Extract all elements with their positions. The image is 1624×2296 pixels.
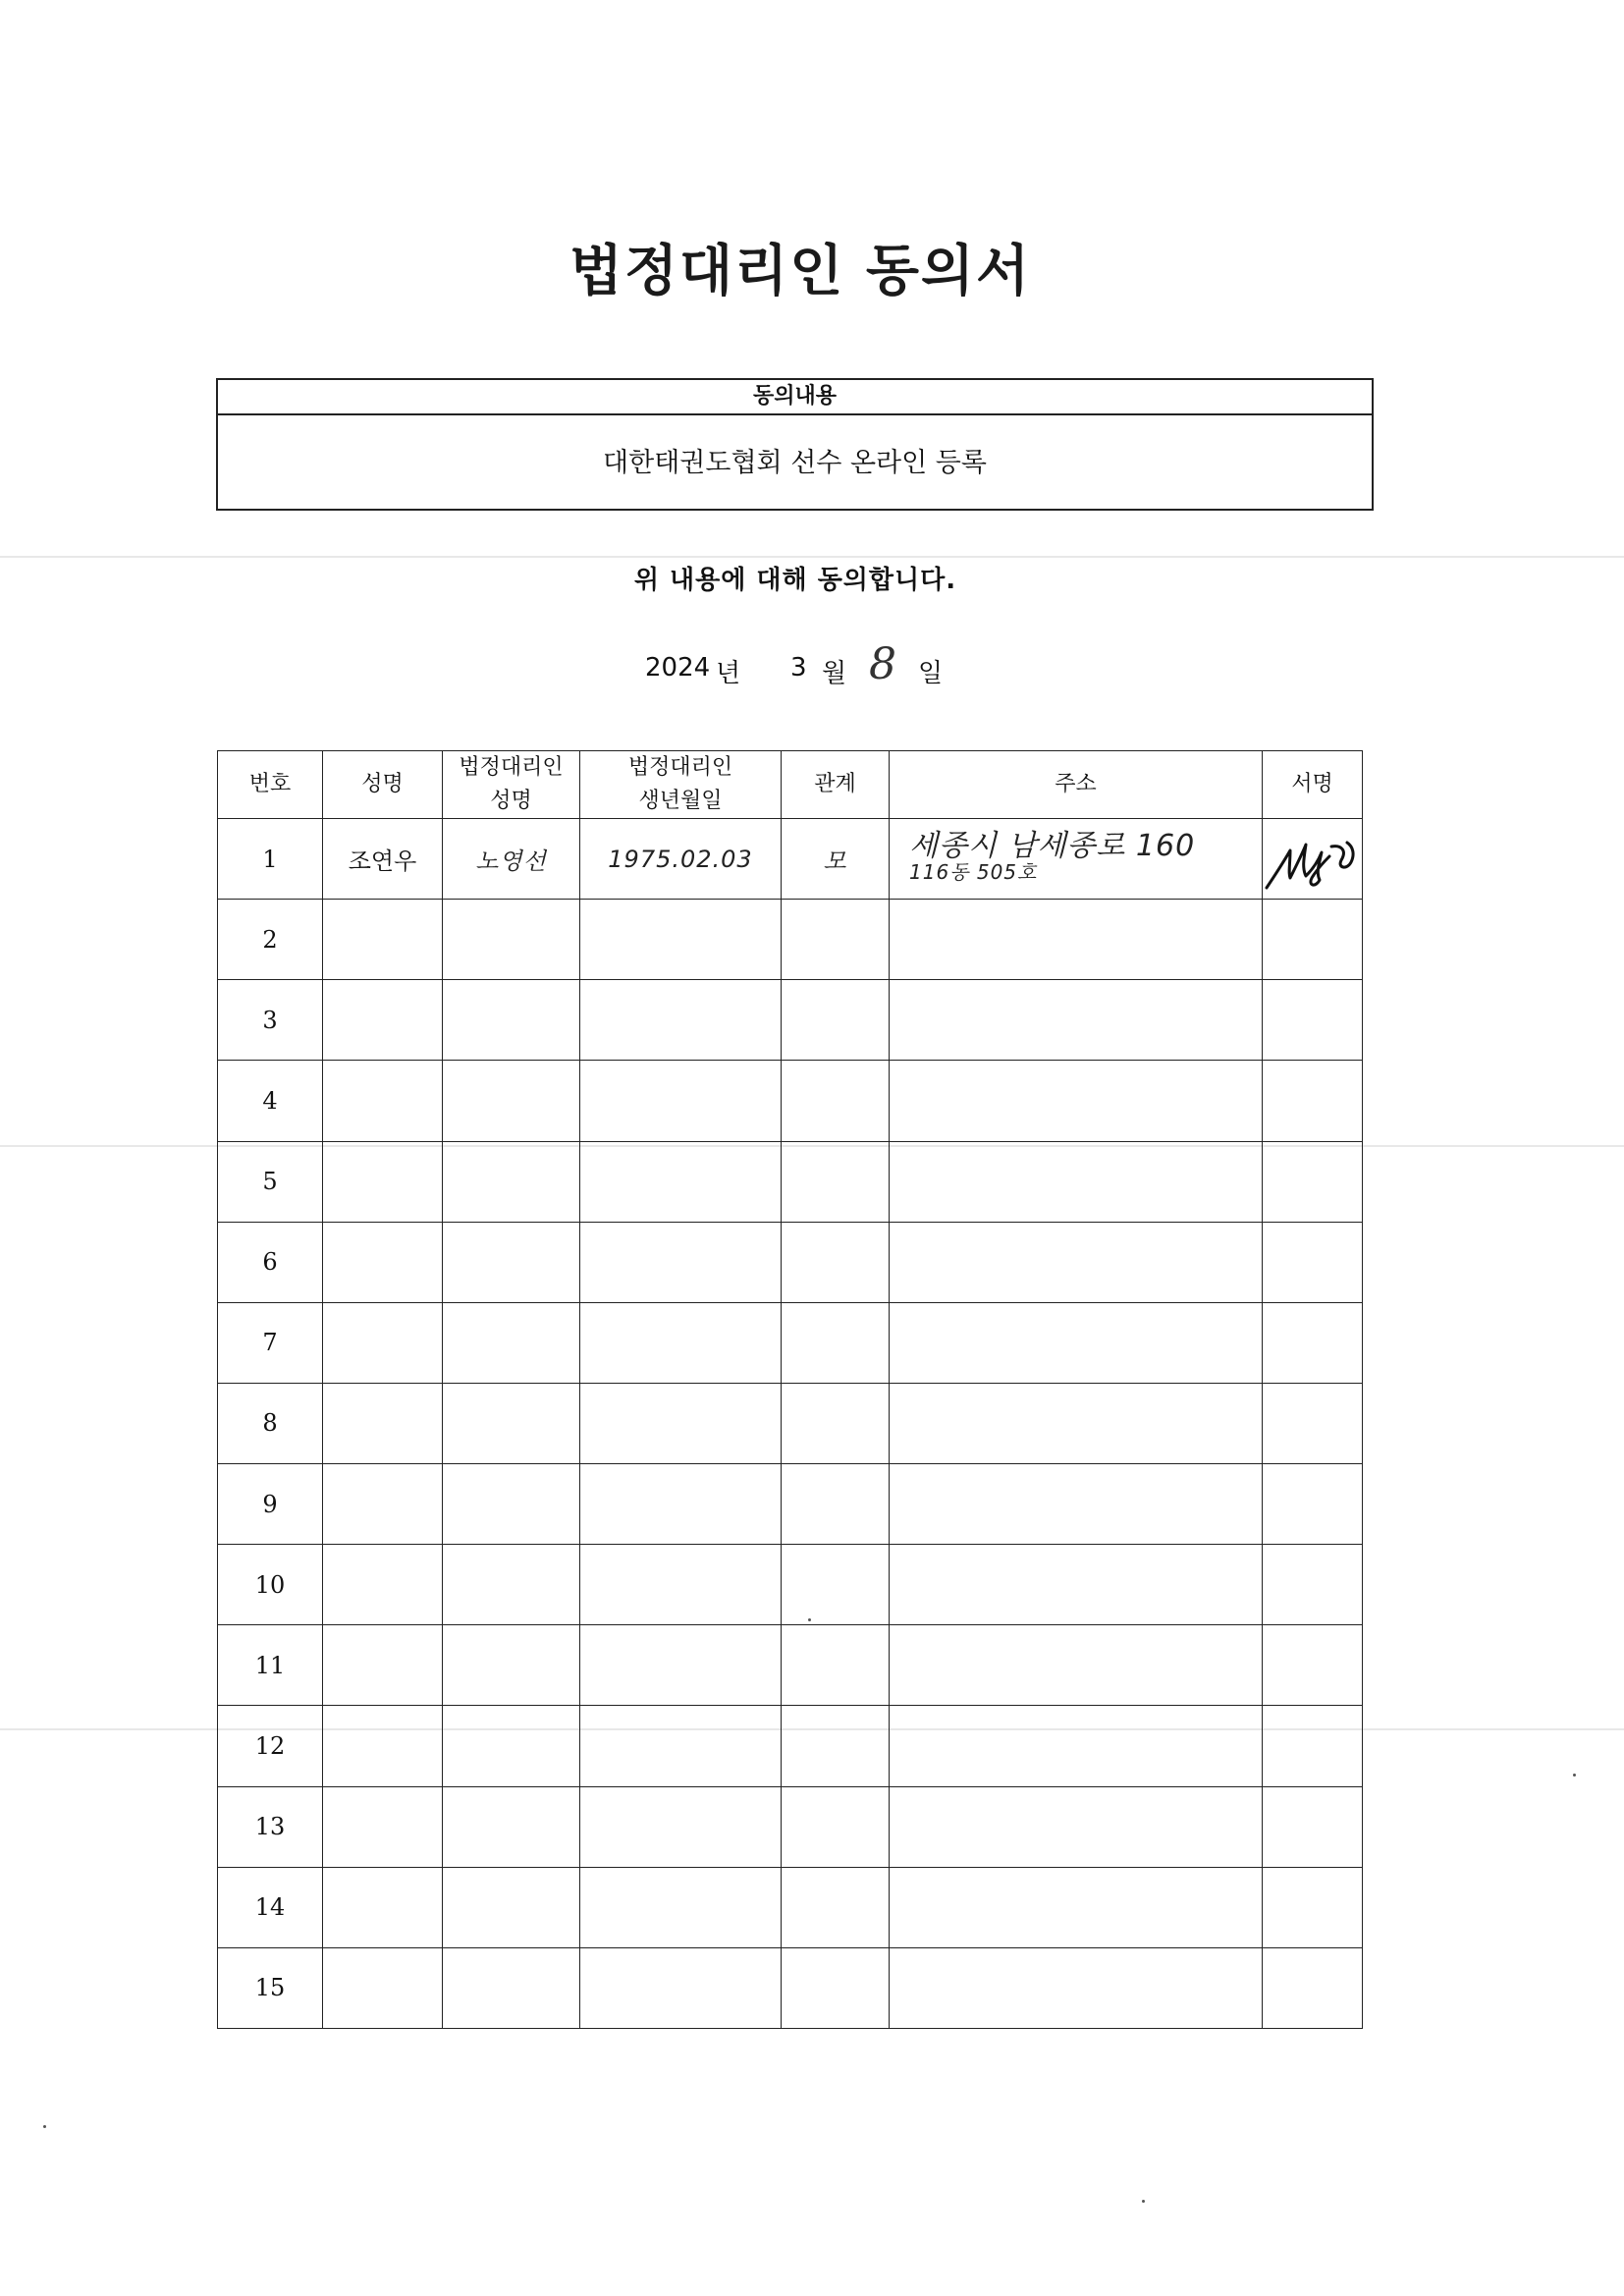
cell-guardian-birth: [580, 1706, 782, 1786]
cell-address: [890, 819, 1263, 900]
cell-guardian-name: [443, 1302, 580, 1383]
table-row: [218, 1222, 1363, 1302]
cell-signature: [1263, 1545, 1363, 1625]
cell-address: [890, 1545, 1263, 1625]
cell-no: 7: [218, 1302, 323, 1383]
header-relation: 관계: [782, 751, 890, 819]
table-row: [218, 1545, 1363, 1625]
header-name: 성명: [323, 751, 443, 819]
cell-signature: [1263, 1383, 1363, 1463]
signature-scribble: [1261, 827, 1359, 892]
cell-guardian-birth: [580, 1302, 782, 1383]
cell-guardian-name: [443, 1545, 580, 1625]
cell-signature: [1263, 1947, 1363, 2028]
date-year: 2024: [645, 653, 711, 683]
cell-signature: [1263, 1302, 1363, 1383]
cell-signature: [1263, 1706, 1363, 1786]
header-guardian-name-line1: 법정대리인: [459, 755, 564, 780]
cell-relation: [782, 1141, 890, 1222]
cell-guardian-name: [443, 1706, 580, 1786]
cell-no: 12: [218, 1706, 323, 1786]
cell-guardian-name: [443, 1222, 580, 1302]
date-day-unit: 일: [918, 659, 944, 688]
table-row: [218, 1706, 1363, 1786]
cell-no: 11: [218, 1625, 323, 1706]
guardian-table: [217, 750, 1363, 2029]
cell-name: [323, 900, 443, 980]
cell-no: 9: [218, 1464, 323, 1545]
cell-guardian-birth: [580, 980, 782, 1061]
cell-address: [890, 1464, 1263, 1545]
cell-guardian-name: [443, 1141, 580, 1222]
cell-no: 1: [218, 819, 323, 900]
date-month: 3: [790, 653, 807, 683]
scan-speck: [1573, 1774, 1576, 1777]
cell-guardian-birth: 1975.02.03: [580, 819, 782, 900]
header-guardian-birth-line1: 법정대리인: [627, 755, 733, 780]
scan-speck: [1142, 2200, 1145, 2203]
cell-guardian-birth: [580, 1061, 782, 1141]
cell-relation: [782, 1947, 890, 2028]
consent-header: 동의내용: [218, 380, 1372, 415]
address-line2: 116동 505호: [909, 859, 1038, 884]
table-row: [218, 900, 1363, 980]
cell-signature: [1263, 1625, 1363, 1706]
header-guardian-birth-line2: 생년월일: [638, 789, 723, 813]
date-day: 8: [869, 639, 896, 689]
cell-guardian-name: [443, 980, 580, 1061]
table-row: [218, 1302, 1363, 1383]
cell-address: [890, 1786, 1263, 1867]
cell-relation: [782, 1383, 890, 1463]
table-row: [218, 1867, 1363, 1947]
address-line1: 세종시 남세종로 160: [909, 828, 1196, 863]
header-guardian-name-line2: 성명: [490, 789, 532, 813]
cell-name: [323, 1383, 443, 1463]
cell-no: 6: [218, 1222, 323, 1302]
cell-guardian-birth: [580, 1867, 782, 1947]
cell-no: 4: [218, 1061, 323, 1141]
cell-relation: [782, 1061, 890, 1141]
consent-content: 대한태권도협회 선수 온라인 등록: [603, 448, 987, 478]
cell-name: [323, 1706, 443, 1786]
cell-relation: [782, 980, 890, 1061]
cell-guardian-birth: [580, 1383, 782, 1463]
cell-no: 2: [218, 900, 323, 980]
cell-name: [323, 1867, 443, 1947]
cell-signature: [1263, 1867, 1363, 1947]
table-body: [218, 819, 1363, 2029]
scan-speck: [43, 2125, 46, 2128]
cell-relation: [782, 1625, 890, 1706]
cell-guardian-birth: [580, 1464, 782, 1545]
cell-guardian-name: [443, 1947, 580, 2028]
cell-relation: [782, 1706, 890, 1786]
cell-no: 8: [218, 1383, 323, 1463]
cell-name: [323, 1545, 443, 1625]
cell-guardian-birth: [580, 1545, 782, 1625]
agree-statement: 위 내용에 대해 동의합니다.: [633, 566, 957, 595]
cell-relation: [782, 1302, 890, 1383]
cell-guardian-birth: [580, 1786, 782, 1867]
fold-line-top: [0, 556, 1624, 558]
cell-no: 3: [218, 980, 323, 1061]
cell-guardian-name: [443, 900, 580, 980]
cell-name: [323, 1222, 443, 1302]
date-year-unit: 년: [716, 659, 741, 688]
table-row: [218, 1625, 1363, 1706]
cell-address: [890, 1141, 1263, 1222]
header-no: 번호: [218, 751, 323, 819]
cell-address: [890, 1947, 1263, 2028]
table-row: [218, 819, 1363, 900]
cell-no: 14: [218, 1867, 323, 1947]
cell-guardian-birth: [580, 1222, 782, 1302]
cell-relation: [782, 1222, 890, 1302]
cell-relation: [782, 900, 890, 980]
cell-signature: [1263, 1464, 1363, 1545]
cell-signature: [1263, 900, 1363, 980]
cell-guardian-name: [443, 1867, 580, 1947]
cell-relation: [782, 1786, 890, 1867]
cell-address: [890, 1302, 1263, 1383]
cell-signature: [1263, 1061, 1363, 1141]
table-row: [218, 1786, 1363, 1867]
cell-signature: [1263, 980, 1363, 1061]
cell-signature: [1263, 1222, 1363, 1302]
header-address: 주소: [890, 751, 1263, 819]
cell-address: [890, 1625, 1263, 1706]
cell-guardian-name: [443, 1061, 580, 1141]
cell-no: 15: [218, 1947, 323, 2028]
cell-relation: [782, 1464, 890, 1545]
cell-name: [323, 1061, 443, 1141]
date-month-unit: 월: [822, 659, 847, 688]
cell-guardian-name: 노영선: [443, 819, 580, 900]
cell-name: [323, 1464, 443, 1545]
document-title: 법정대리인 동의서: [568, 239, 1032, 303]
table-row: [218, 1141, 1363, 1222]
cell-name: 조연우: [323, 819, 443, 900]
cell-relation: [782, 1545, 890, 1625]
cell-address: [890, 900, 1263, 980]
cell-guardian-name: [443, 1786, 580, 1867]
header-signature: 서명: [1263, 751, 1363, 819]
cell-name: [323, 1141, 443, 1222]
cell-no: 13: [218, 1786, 323, 1867]
cell-signature: [1263, 1786, 1363, 1867]
cell-guardian-birth: [580, 1625, 782, 1706]
table-row: [218, 980, 1363, 1061]
cell-address: [890, 1383, 1263, 1463]
table-row: [218, 1061, 1363, 1141]
cell-guardian-name: [443, 1383, 580, 1463]
cell-guardian-name: [443, 1464, 580, 1545]
table-row: [218, 1464, 1363, 1545]
cell-name: [323, 980, 443, 1061]
cell-name: [323, 1947, 443, 2028]
table-row: [218, 1383, 1363, 1463]
cell-guardian-name: [443, 1625, 580, 1706]
header-guardian-birth: [580, 751, 782, 819]
cell-guardian-birth: [580, 1141, 782, 1222]
cell-no: 10: [218, 1545, 323, 1625]
cell-address: [890, 1706, 1263, 1786]
cell-address: [890, 1061, 1263, 1141]
cell-relation: 모: [782, 819, 890, 900]
cell-guardian-birth: [580, 900, 782, 980]
cell-relation: [782, 1867, 890, 1947]
cell-name: [323, 1786, 443, 1867]
cell-no: 5: [218, 1141, 323, 1222]
cell-name: [323, 1625, 443, 1706]
header-guardian-name: [443, 751, 580, 819]
cell-name: [323, 1302, 443, 1383]
cell-guardian-birth: [580, 1947, 782, 2028]
cell-signature: [1263, 1141, 1363, 1222]
cell-address: [890, 1867, 1263, 1947]
consent-box: [216, 378, 1374, 511]
cell-address: [890, 1222, 1263, 1302]
scan-speck: [808, 1618, 811, 1621]
table-header-row: [218, 751, 1363, 819]
cell-address: [890, 980, 1263, 1061]
cell-signature: [1263, 819, 1363, 900]
table-row: [218, 1947, 1363, 2028]
